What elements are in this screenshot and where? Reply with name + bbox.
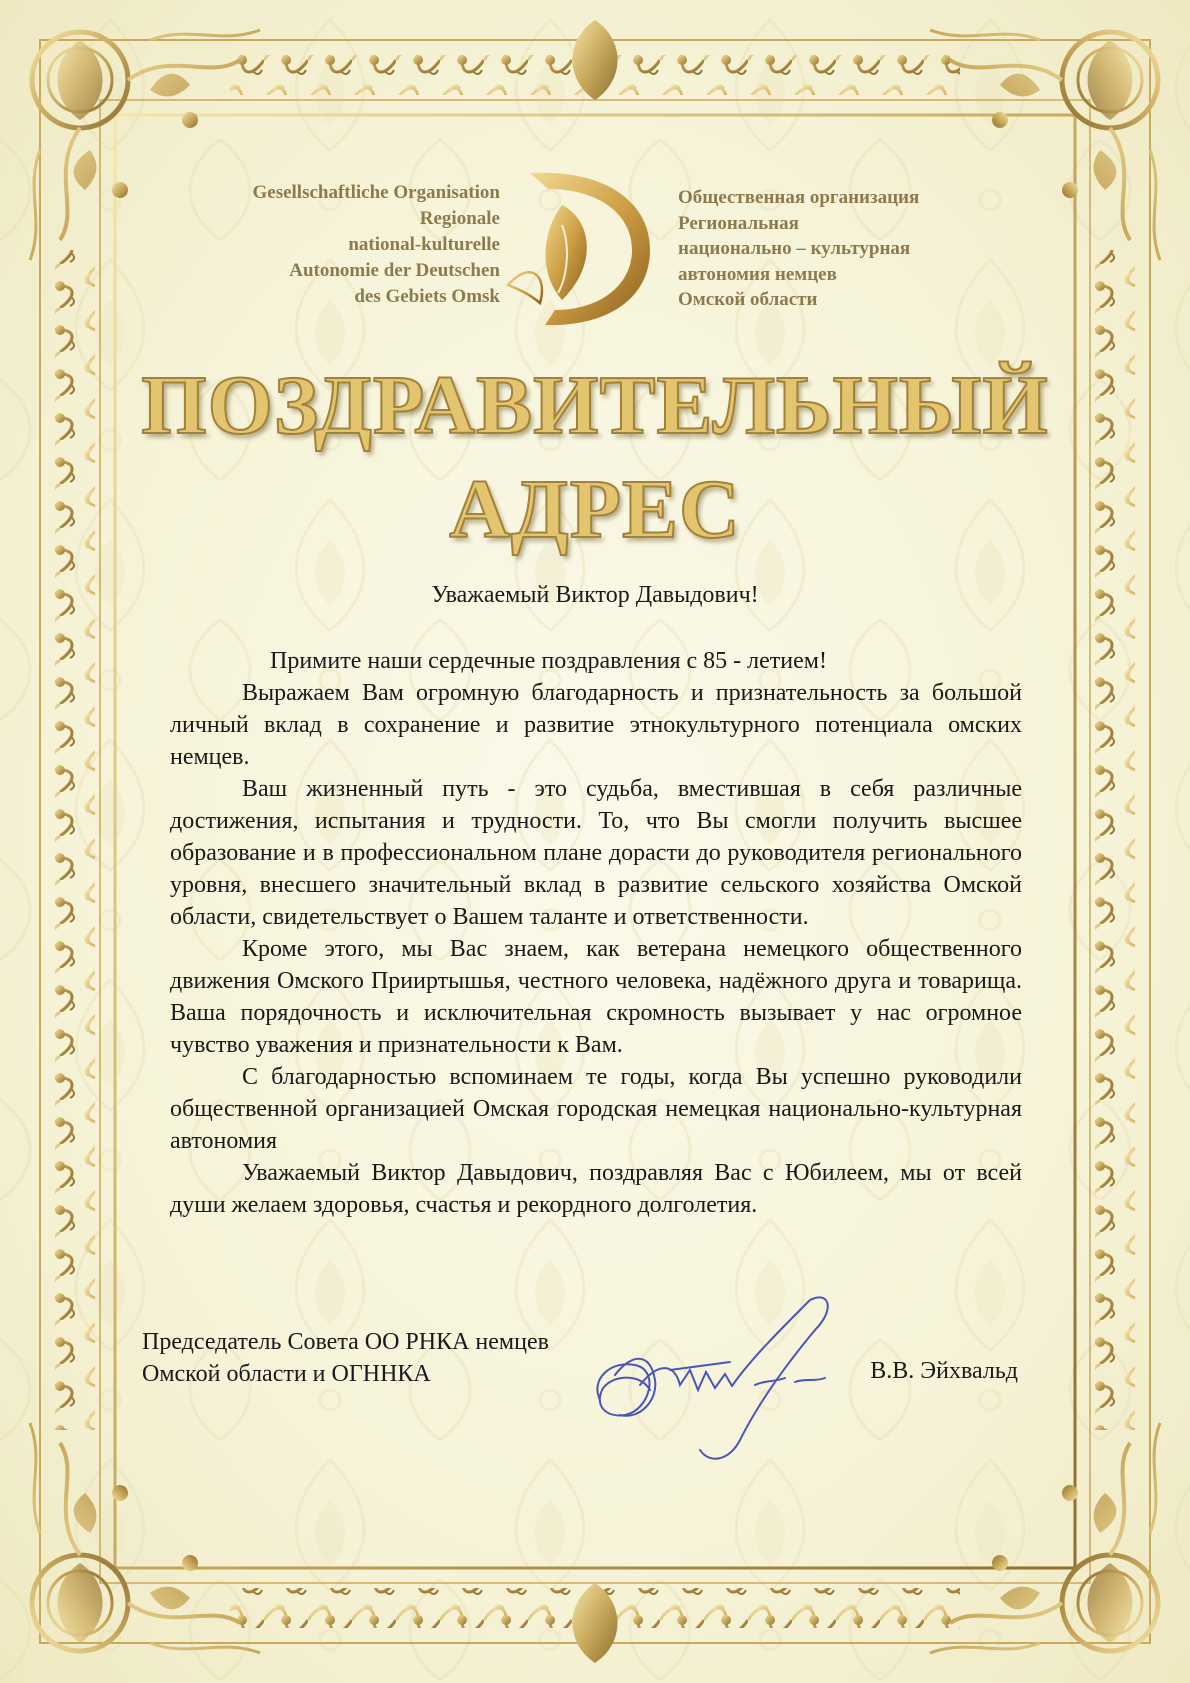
org-ru-line: Омской области xyxy=(678,289,818,310)
org-de-line: des Gebiets Omsk xyxy=(354,286,500,307)
signatory-position-line: Омской области и ОГННКА xyxy=(142,1361,431,1387)
leaf-d-logo-icon xyxy=(500,165,660,330)
org-ru-line: автономия немцев xyxy=(678,263,837,285)
certificate-title-line2: АДРЕС xyxy=(449,463,741,556)
signatory-position-line: Председатель Совета ОО РНКА немцев xyxy=(142,1329,549,1355)
org-de-line: Regionale xyxy=(419,208,500,229)
salutation: Уважаемый Виктор Давыдович! xyxy=(431,582,759,608)
paragraph: Ваш жизненный путь - это судьба, вместившая в себя различные достижения, испытания и трудности. То, что Вы смогли получить высшее образование и в профессиональном плане дорасти до руководителя регионального уровня, внесшего значительный вклад в развитие сельского хозяйства Омской области, свидетельствует о Вашем таланте и ответственности. xyxy=(170,776,1022,930)
paragraph: Уважаемый Виктор Давыдович, поздравляя Вас с Юбилеем, мы от всей души желаем здоровья, счастья и рекордного долголетия. xyxy=(170,1160,1022,1218)
signatory-position xyxy=(142,1326,549,1390)
paragraph: Примите наши сердечные поздравления с 85 - летием! xyxy=(270,648,827,674)
paragraph: Кроме этого, мы Вас знаем, как ветерана немецкого общественного движения Омского Прииртышья, честного человека, надёжного друга и товарища. Ваша порядочность и исключительная скромность вызывает у нас огромное чувство уважения и признательности к Вам. xyxy=(170,936,1022,1058)
paragraph: С благодарностью вспоминаем те годы, когда Вы успешно руководили общественной организацией Омская городская немецкая национально-культурная автономия xyxy=(170,1064,1022,1154)
organization-name-german xyxy=(140,180,500,310)
org-de-line: Autonomie der Deutschen xyxy=(289,260,500,281)
certificate-title-line1: ПОЗДРАВИТЕЛЬНЫЙ xyxy=(141,359,1049,452)
organization-name-russian xyxy=(678,185,1038,313)
handwritten-signature-icon xyxy=(580,1290,870,1480)
org-de-line: national-kulturelle xyxy=(348,234,500,255)
paragraph: Выражаем Вам огромную благодарность и признательность за большой личный вклад в сохранение и развитие этнокультурного потенциала омских немцев. xyxy=(170,680,1022,770)
org-de-line: Gesellschaftliche Organisation xyxy=(252,182,500,203)
org-ru-line: Общественная организация xyxy=(678,187,920,208)
letter-body xyxy=(170,645,1022,1221)
org-ru-line: национально – культурная xyxy=(678,238,911,259)
signatory-name: В.В. Эйхвальд xyxy=(870,1358,1018,1384)
org-ru-line: Региональная xyxy=(678,212,799,234)
